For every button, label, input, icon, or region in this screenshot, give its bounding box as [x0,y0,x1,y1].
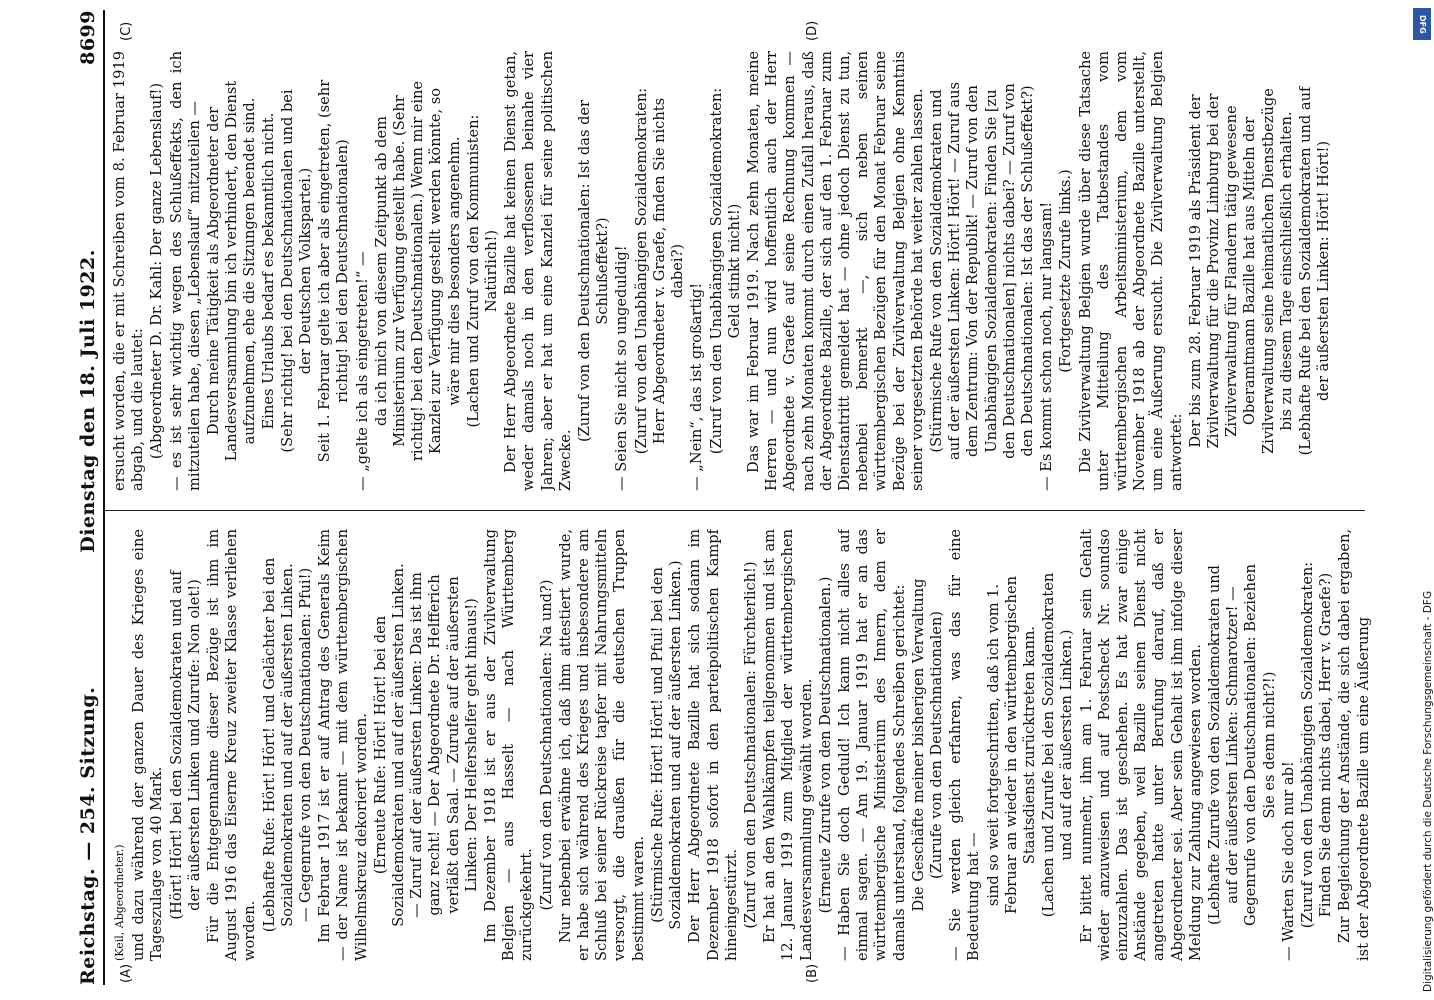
digitization-credit: Digitalisierung gefördert durch die Deutsche Forschungsgemeinschaft - DFG [1422,590,1434,992]
header-right [77,10,99,553]
margin-marker-d: (D) [805,20,820,41]
speech-paragraph: und dazu während der ganzen Dauer des Krieges eine Tageszulage von 40 Mark. [130,529,166,961]
speech-paragraph: Die Zivilverwaltung Belgien wurde über diese Tatsache unter Mitteilung des Tatbestandes vom württembergischen Arbeitsministerium, dem vom November 1918 ab der Abgeordnete Bazille unterstellt, um eine Äußerung ersucht. Die Zivilverwaltung Belgien antwortet: [1076,51,1185,491]
interjection-paragraph: Durch meine Tätigkeit als Abgeordneter der Landesversammlung bin ich verhindert, den Dienst aufzunehmen, ehe die Sitzungen beendet sind. Eines Urlaubs bedarf es bekanntlich nicht. [205,80,277,462]
interjection-paragraph: (Lachen und Zurufe bei den Sozialdemokraten und auf der äußersten Linken.) [1040,572,1076,918]
interjection-paragraph: Der bis zum 28. Februar 1919 als Präsident der Zivilverwaltung für die Provinz Limburg bei der Zivilverwaltung für Flandern tätig gewesene Oberamtmann Bazille hat aus Mitteln der Zivilverwaltung seine heimatlichen Dienstbezüge bis zu diesem Tage einschließlich erhalten. [1186,88,1295,454]
interjection-paragraph: (Lebhafte Zurufe von den Sozialdemokraten und auf der äußersten Linken: Schmarotzer! — Gegenrufe von den Deutschnationalen: Beziehen Sie es denn nicht?!) [1205,563,1278,927]
speech-paragraph: Zur Begleichung der Anstände, die sich dabei ergaben, ist der Abgeordnete Bazille um eine Äußerung [1336,529,1372,961]
rotated-sheet [75,10,1385,985]
interjection-paragraph: (Sehr richtig! bei den Deutschnationalen und bei der Deutschen Volkspartei.) [278,89,315,453]
interjection-paragraph: (Fortgesetzte Zurufe links.) [1057,169,1075,373]
speech-paragraph: — Es kommt schon noch, nur langsam! [1038,201,1056,491]
interjection-paragraph: (Stürmische Rufe von den Sozialdemokraten und auf der äußersten Linken: Hört! Hört! — Zuruf aus dem Zentrum: Von der Republik! — Zuruf von den Unabhängigen Sozialdemokraten: Finden Sie [zu den Deutschnationalen] nichts dabei? — Zuruf von den Deutschnationalen: Ist das der Schlußeffekt?) [927,82,1036,460]
speaker-label: (Keil, Abgeordneter.) [113,844,126,961]
speech-paragraph: — „gelte ich als eingetreten!“ — [353,251,371,491]
speech-paragraph: Der Herr Abgeordnete Bazille hat sich sodann im Dezember 1918 sofort in den parteipolitischen Kampf hineingestürzt. [686,529,740,961]
header-rule [103,10,105,985]
interjection-paragraph: (Zuruf von den Deutschnationalen: Fürchterlich!) [741,561,759,929]
speech-paragraph: Das war im Februar 1919. Nach zehn Monaten, meine Herren — und nun wird hoffentlich auch der Herr Abgeordnete v. Graefe auf seine Rechnung kommen — nach zehn Monaten kommt durch einen Zufall heraus, daß der Abgeordnete Bazille, der sich auf den 1. Februar zum Dienstantritt gemeldet hat — ohne jedoch Dienst zu tun, nebenbei bemerkt —, sich neben seinen württembergischen Bezügen für den Monat Februar seine Bezüge bei der Zivilverwaltung Belgien ohne Kenntnis seiner vorgesetzten Behörde hat weiter zahlen lassen. [744,51,926,491]
column-right-body [111,51,1333,491]
margin-marker-b: (B) [805,963,820,983]
interjection-paragraph: (Erneute Zurufe von den Deutschnationalen.) [816,576,834,914]
speech-paragraph: — es ist sehr wichtig wegen des Schlußeffekts, den ich mitzuteilen habe, diesen „Lebenslauf“ mitzuteilen — [167,51,203,491]
interjection-paragraph: (Zuruf von den Unabhängigen Sozialdemokraten: Herr Abgeordneter v. Graefe, finden Sie nichts dabei?) [632,87,687,455]
column-left-body [130,529,1373,961]
speech-paragraph: ersucht worden, die er mit Schreiben vom 8. Februar 1919 abgab, und die lautet: [111,51,147,491]
interjection-paragraph: Seit 1. Februar gelte ich aber als eingetreten, (sehr richtig! bei den Deutschnationalen) [316,79,352,463]
interjection-paragraph: Die Geschäfte meiner bisherigen Verwaltung (Zurufe von den Deutschnationalen) [909,578,945,912]
header-date: Dienstag den 18. Juli 1922. [77,249,99,553]
margin-marker-c: (C) [119,21,134,41]
interjection-paragraph: sind so weit fortgeschritten, daß ich vom 1. Februar an wieder in den württembergischen Staatsdienst zurücktreten kann. [984,576,1038,914]
speech-paragraph: Im Dezember 1918 ist er aus der Zivilverwaltung Belgien — aus Hasselt — nach Württemberg zurückgekehrt. [482,529,536,961]
interjection-paragraph: (Abgeordneter D. Dr. Kahl: Der ganze Lebenslauf!) [148,82,166,460]
speech-paragraph: — Warten Sie doch nur ab! [1279,761,1297,961]
speech-paragraph: — Seien Sie nicht so ungeduldig! [613,245,631,491]
speech-paragraph: Für die Entgegennahme dieser Bezüge ist ihm im August 1916 das Eiserne Kreuz zweiter Klasse verliehen worden. [205,529,259,961]
speech-paragraph: — „Nein“, das ist großartig! [688,282,706,491]
speech-paragraph: Nur nebenbei erwähne ich, daß ihm attestiert wurde, er habe sich während des Krieges und insbesondere am Schluß bei seiner Rückreise tapfer mit Nahrungsmitteln versorgt, die draußen für die deutschen Truppen bestimmt waren. [556,529,647,961]
speech-paragraph: Der Herr Abgeordnete Bazille hat keinen Dienst getan, weder damals noch in den verflossenen beinahe vier Jahren; aber er hat um eine Kanzlei für seine politischen Zwecke. [502,51,574,491]
interjection-paragraph: (Zuruf von den Unabhängigen Sozialdemokraten: Finden Sie denn nichts dabei, Herr v. Graefe?) [1299,561,1335,929]
page-number: 8699 [77,10,99,65]
interjection-paragraph: (Lebhafte Rufe bei den Sozialdemokraten und auf der äußersten Linken: Hört! Hört!) [1297,86,1333,456]
text-column-left [111,529,1376,961]
margin-marker-a: (A) [119,963,134,983]
column-divider [105,510,1365,511]
interjection-paragraph: (Zuruf von den Deutschnationalen: Na und?) [537,579,555,911]
interjection-paragraph: (Zuruf von den Unabhängigen Sozialdemokraten: Geld stinkt nicht!) [707,87,743,455]
text-column-right [111,51,1376,491]
interjection-paragraph: (Stürmische Rufe: Hört! Hört! und Pfui! bei den Sozialdemokraten und auf der äußersten Linken.) [648,560,685,930]
interjection-paragraph: (Lachen und Zuruf von den Kommunisten: Natürlich!) [464,114,501,428]
speech-paragraph: Im Februar 1917 ist er auf Antrag des Generals Keim — der Name ist bekannt — mit dem württembergischen Wilhelmskreuz dekoriert worden. [316,529,370,961]
header-left: Reichstag. — 254. Sitzung. [77,686,99,985]
interjection-paragraph: (Hört! Hört! bei den Sozialdemokraten und auf der äußersten Linken und Zurufe: Non olet!) [167,570,203,920]
interjection-paragraph: da ich mich von diesem Zeitpunkt ab dem Ministerium zur Verfügung gestellt habe. (Sehr richtig! bei den Deutschnationalen.) Wenn mir eine Kanzlei zur Verfügung gestellt werden könnte, so wäre mir dies besonders angenehm. [372,80,463,462]
interjection-paragraph: (Erneute Rufe: Hört! Hört! bei den Sozialdemokraten und auf der äußersten Linken. — Zuruf auf der äußersten Linken: Das ist ihm ganz recht! — Der Abgeordnete Dr. Helfferich verläßt den Saal. — Zurufe auf der äußersten Linken: Der Helfershelfer geht hinaus!) [371,563,480,927]
page-header [75,10,105,985]
speech-paragraph: Er hat an den Wahlkämpfen teilgenommen und ist am 12. Januar 1919 zum Mitglied der württembergischen Landesversammlung gewählt worden. [761,529,815,961]
speech-paragraph: — Sie werden gleich erfahren, was das für eine Bedeutung hat — [947,529,983,961]
interjection-paragraph: (Lebhafte Rufe: Hört! Hört! und Gelächter bei den Sozialdemokraten und auf der äußersten Linken. — Gegenrufe von den Deutschnationalen: Pfui!) [260,557,315,933]
speech-paragraph: — Haben Sie doch Geduld! Ich kann nicht alles auf einmal sagen. — Am 19. Januar 1919 hat er an das württembergische Ministerium des Innern, dem er damals unterstand, folgendes Schreiben gerichtet: [835,529,908,961]
dfg-logo: DFG [1413,8,1431,40]
interjection-paragraph: (Zuruf von den Deutschnationalen: Ist das der Schlußeffekt?) [576,99,612,443]
speech-paragraph: Er bittet nunmehr, ihm am 1. Februar sein Gehalt wieder anzuweisen und auf Postscheck Nr. soundso einzuzahlen. Das ist geschehen. Es hat zwar einige Anstände gegeben, weil Bazille seinen Dienst nicht angetreten hatte unter Berufung darauf, daß er Abgeordneter sei. Aber sein Gehalt ist ihm infolge dieser Meldung zur Zahlung angewiesen worden. [1077,529,1204,961]
